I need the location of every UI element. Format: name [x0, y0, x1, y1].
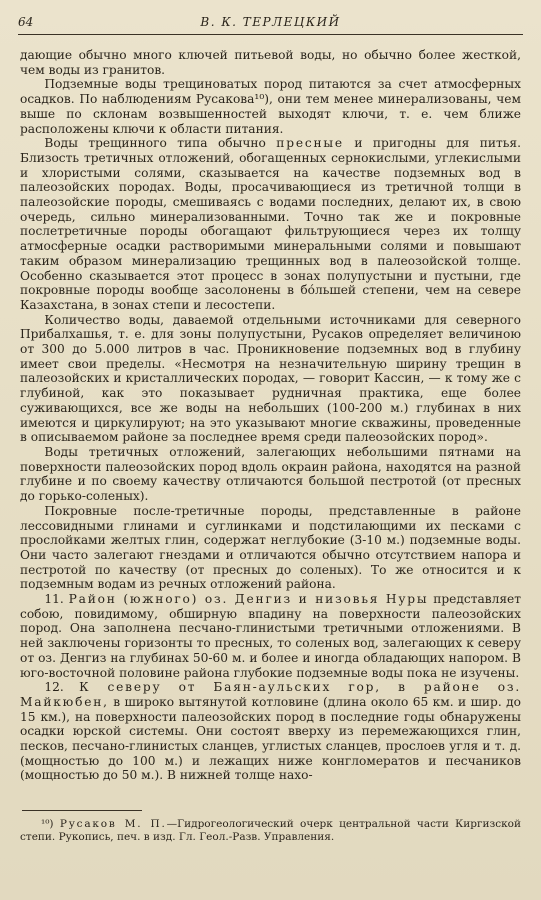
paragraph-text: и пригодны для питья. Близость третичных отложений, обогащенных сернокислыми, углекислыми и хлористыми солями, сказывается на качестве подземных вод в палеозойских породах. Воды, просачивающиеся из третичной толщи в палеозойские породы, смешиваясь с водами последних, делают их, в свою очередь, сильно минерализованными. Точно так же и покровные послетретичные породы обогащают фильтрующиеся через их толщу атмосферные осадки растворимыми минеральными солями и повышают таким образом минерализацию трещинных вод в палеозойской толще. Особенно сказывается этот процесс в зонах полупустыни и пустыни, где покровные породы вообще засолонены в бо́льшей степени, чем на севере Казахстана, в зонах степи и лесостепи. [20, 136, 521, 312]
paragraph-text: в широко вытянутой котловине (длина около 65 км. и шир. до 15 км.), на поверхности палеозойских пород в последние годы обнаружены осадки юрской системы. Они состоят вверху из перемежающихся глин, песков, песчано-глинистых сланцев, углистых сланцев, прослоев угля и т. д. (мощностью до 100 м.) и лежащих ниже конгломератов и песчаников (мощностью до 50 м.). В нижней толще нахо- [20, 694, 521, 783]
paragraph [20, 680, 521, 783]
paragraph-text: представляет собою, повидимому, обширную впадину на поверхности палеозойских пород. Она заполнена песчано-глинистыми третичными отложениями. В ней заключены горизонты то пресных, то соленых вод, залегающих к северу от оз. Денгиз на глубинах 50-60 м. и более и иногда обладающих напором. В юго-восточной половине района глубокие подземные воды пока не изучены. [20, 592, 521, 680]
spaced-emphasis: пресные [276, 136, 344, 151]
footnote-author: Русаков М. П. [59, 818, 167, 830]
footnote-text [20, 818, 521, 844]
paragraph [20, 592, 521, 680]
page-header [18, 12, 523, 35]
page-number: 64 [18, 15, 34, 29]
paragraph-text: 12. [44, 680, 80, 695]
paragraph: Воды третичных отложений, залегающих небольшими пятнами на поверхности палеозойских пород вдоль окраин района, находятся на разной глубине и по своему качеству отличаются большой пестротой (от пресных до горько-соленых). [20, 444, 521, 504]
paragraph [20, 136, 521, 312]
paragraph: дающие обычно много ключей питьевой воды, но обычно более жесткой, чем воды из гранитов. [20, 48, 521, 77]
footnote-marker: ¹⁰) [41, 818, 54, 830]
spaced-emphasis: К северу от Баян-аульских гор, в районе оз. Майкюбен, [20, 680, 521, 709]
paragraph-text: 11. [44, 592, 69, 607]
body-text [20, 48, 521, 783]
footnote-divider [22, 810, 142, 811]
footnote [20, 818, 521, 844]
paragraph-text: Воды трещинного типа обычно [44, 136, 277, 151]
running-head: В. К. ТЕРЛЕЦКИЙ [200, 15, 341, 29]
paragraph: Подземные воды трещиноватых пород питаются за счет атмосферных осадков. По наблюдениям Русакова¹⁰), они тем менее минерализованы, чем выше по склонам возвышенностей выходят ключи, т. е. чем ближе расположены ключи к области питания. [20, 77, 521, 136]
paragraph: Покровные после-третичные породы, представленные в районе лессовидными глинами и суглинками и подстилающими их песками с прослойками желтых глин, содержат неглубокие (3-10 м.) подземные воды. Они часто залегают гнездами и отличаются обычно отсутствием напора и пестротой по качеству (от пресных до соленых). То же относится и к подземным водам из речных отложений района. [20, 503, 521, 592]
spaced-emphasis: Район (южного) оз. Денгиз и низовья Нуры [68, 592, 429, 607]
footnote-body: —Гидрогеологический очерк центральной части Киргизской степи. Рукопись, печ. в изд. Гл. Геол.-Разв. Управления. [20, 818, 521, 843]
paragraph: Количество воды, даваемой отдельными источниками для северного Прибалхашья, т. е. для зоны полупустыни, Русаков определяет величиною от 300 до 5.000 литров в час. Проникновение подземных вод в глубину имеет свои пределы. «Несмотря на незначительную ширину трещин в палеозойских и кристаллических породах, — говорит Кассин, — к тому же с глубиной, как это показывает рудничная практика, еще более суживающихся, все же воды на небольших (100-200 м.) глубинах в них имеются и циркулируют; на это указывают многие скважины, проведенные в описываемом районе за последнее время среди палеозойских пород». [20, 312, 521, 445]
